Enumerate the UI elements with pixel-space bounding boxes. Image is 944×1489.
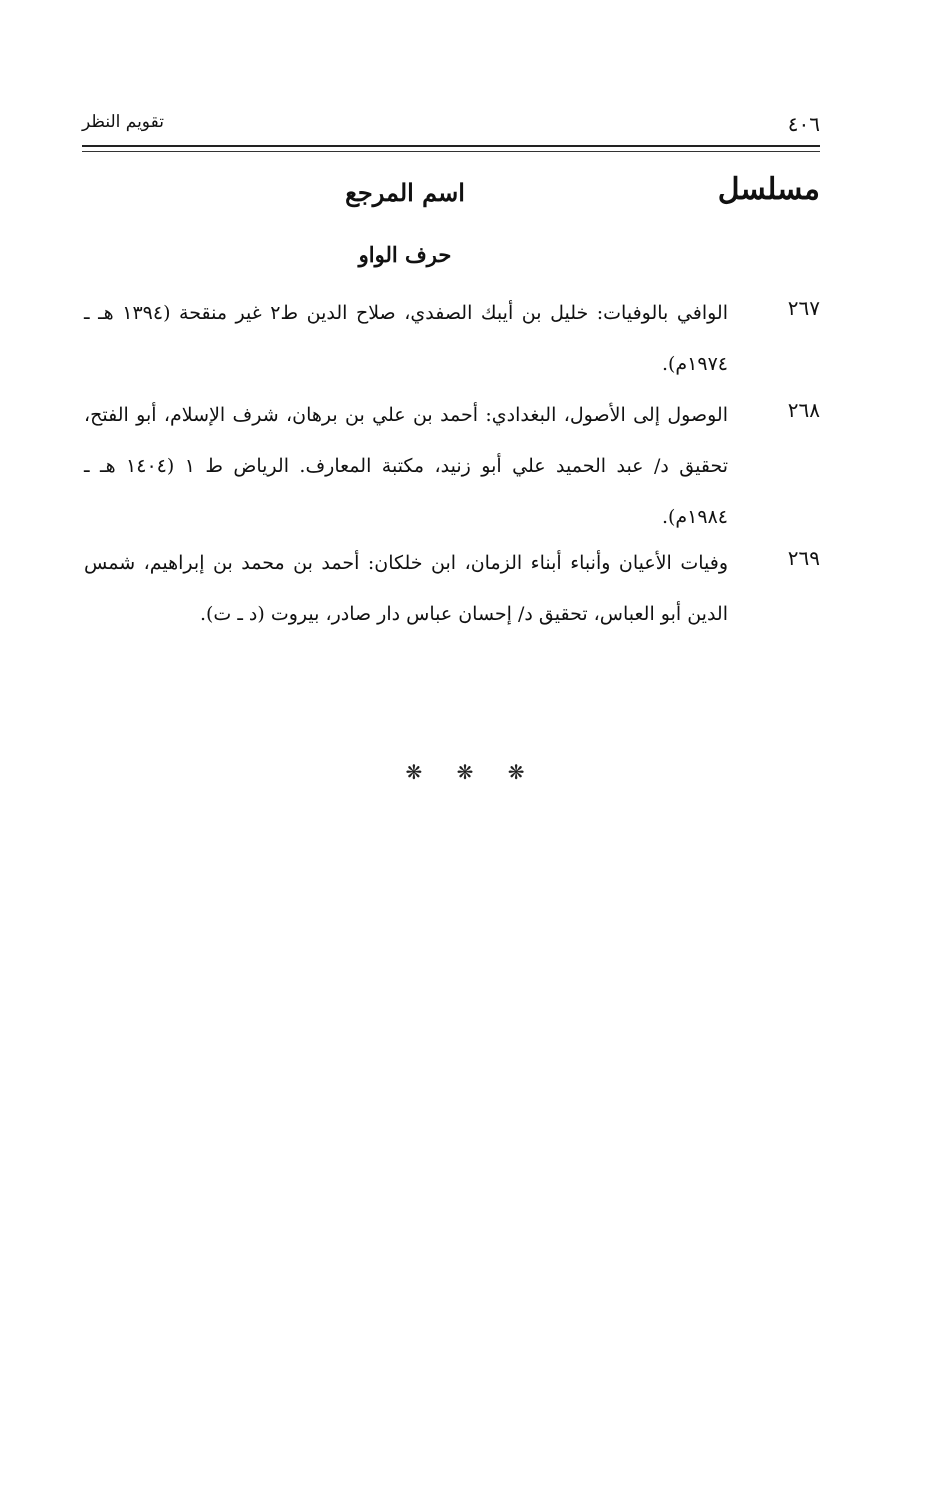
page-number: ٤٠٦ [787,112,820,136]
header-rule-thick [82,145,820,147]
entry-text: الوصول إلى الأصول، البغدادي: أحمد بن علي بن برهان، شرف الإسلام، أبو الفتح، تحقيق د/ عبد الحميد علي أبو زنيد، مكتبة المعارف. الرياض ط ١ (١٤٠٤ هـ ـ ١٩٨٤م). [84,404,728,528]
reference-entry [84,538,820,640]
running-head-title: تقويم النظر [82,112,164,132]
end-of-section-stars: ❋ ❋ ❋ [405,760,539,784]
column-header-serial: مسلسل [717,172,820,207]
header-rule-thin [82,151,820,152]
column-header-reference: اسم المرجع [345,178,465,207]
reference-entry [84,390,820,543]
section-heading: حرف الواو [358,242,452,267]
reference-entry [84,288,820,390]
entry-number: ٢٦٨ [787,398,820,422]
entry-number: ٢٦٩ [787,546,820,570]
entry-text: الوافي بالوفيات: خليل بن أيبك الصفدي، صلاح الدين ط٢ غير منقحة (١٣٩٤ هـ ـ ١٩٧٤م). [84,302,728,375]
entry-number: ٢٦٧ [787,296,820,320]
running-head [82,112,820,140]
entry-text: وفيات الأعيان وأنباء أبناء الزمان، ابن خلكان: أحمد بن محمد بن إبراهيم، شمس الدين أبو العباس، تحقيق د/ إحسان عباس دار صادر، بيروت (د ـ ت). [84,552,728,625]
